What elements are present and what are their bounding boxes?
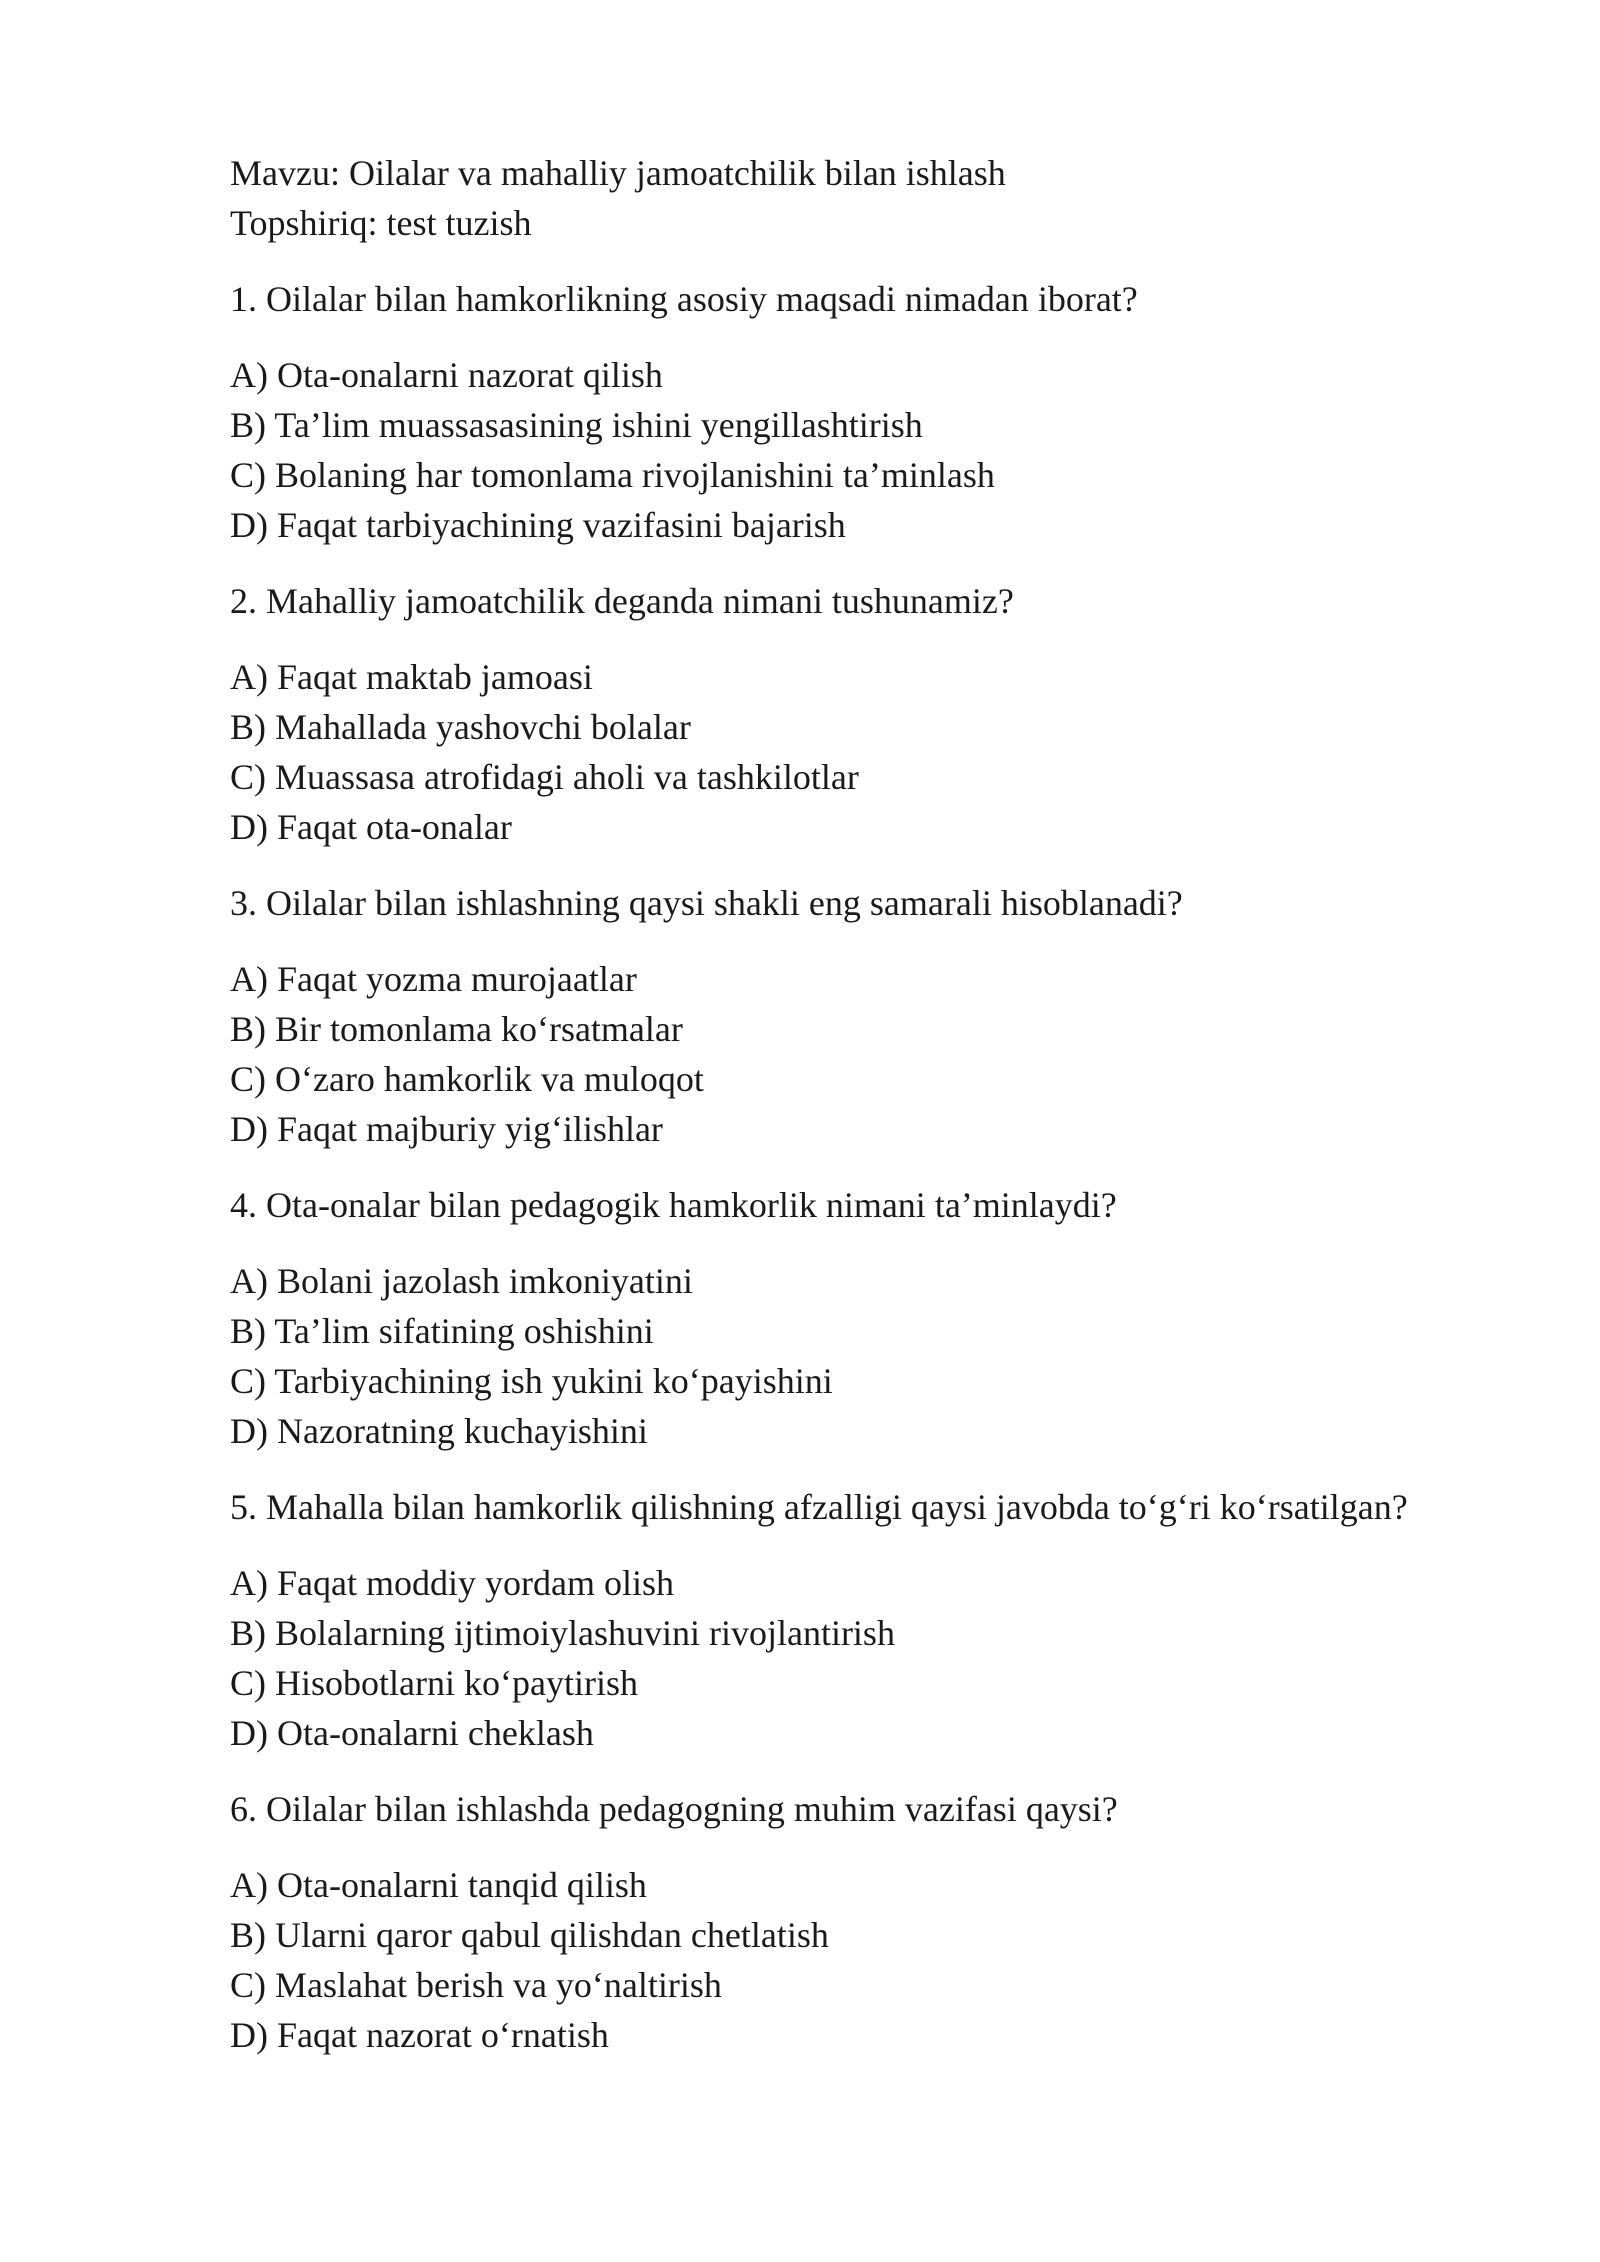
answer-option: C) Bolaning har tomonlama rivojlanishini ta’minlash: [230, 455, 995, 495]
answer-options: [230, 1256, 1530, 1456]
question-block-3: [230, 878, 1530, 1154]
task-line: Topshiriq: test tuzish: [230, 203, 532, 243]
answer-options: [230, 1558, 1530, 1758]
topic-line: Mavzu: Oilalar va mahalliy jamoatchilik bilan ishlash: [230, 153, 1006, 193]
answer-options: [230, 652, 1530, 852]
question-block-1: [230, 274, 1530, 550]
question-block-2: [230, 576, 1530, 852]
answer-option: D) Nazoratning kuchayishini: [230, 1411, 648, 1451]
answer-option: A) Faqat maktab jamoasi: [230, 657, 593, 697]
answer-option: B) Bolalarning ijtimoiylashuvini rivojlantirish: [230, 1613, 895, 1653]
question-text-3: 3. Oilalar bilan ishlashning qaysi shakli eng samarali hisoblanadi?: [230, 883, 1183, 923]
answer-option: B) Mahallada yashovchi bolalar: [230, 707, 691, 747]
question-text-2: 2. Mahalliy jamoatchilik deganda nimani tushunamiz?: [230, 581, 1014, 621]
document-header: [230, 148, 1530, 248]
question-block-5: [230, 1482, 1530, 1758]
answer-option: D) Faqat ota-onalar: [230, 807, 512, 847]
question-text-5: 5. Mahalla bilan hamkorlik qilishning afzalligi qaysi javobda to‘g‘ri ko‘rsatilgan?: [230, 1487, 1408, 1527]
question-text-1: 1. Oilalar bilan hamkorlikning asosiy maqsadi nimadan iborat?: [230, 279, 1138, 319]
answer-option: B) Ta’lim muassasasining ishini yengillashtirish: [230, 405, 923, 445]
answer-option: D) Faqat nazorat o‘rnatish: [230, 2015, 609, 2055]
question-list: [230, 274, 1530, 2060]
answer-option: B) Ta’lim sifatining oshishini: [230, 1311, 654, 1351]
answer-options: [230, 1860, 1530, 2060]
answer-option: A) Bolani jazolash imkoniyatini: [230, 1261, 693, 1301]
question-block-4: [230, 1180, 1530, 1456]
question-text-6: 6. Oilalar bilan ishlashda pedagogning muhim vazifasi qaysi?: [230, 1789, 1118, 1829]
answer-option: D) Faqat majburiy yig‘ilishlar: [230, 1109, 663, 1149]
answer-option: A) Ota-onalarni tanqid qilish: [230, 1865, 647, 1905]
question-block-6: [230, 1784, 1530, 2060]
answer-option: C) Muassasa atrofidagi aholi va tashkilotlar: [230, 757, 859, 797]
answer-option: B) Bir tomonlama ko‘rsatmalar: [230, 1009, 683, 1049]
answer-option: D) Faqat tarbiyachining vazifasini bajarish: [230, 505, 846, 545]
question-text-4: 4. Ota-onalar bilan pedagogik hamkorlik nimani ta’minlaydi?: [230, 1185, 1117, 1225]
answer-option: D) Ota-onalarni cheklash: [230, 1713, 594, 1753]
answer-options: [230, 350, 1530, 550]
answer-option: C) Maslahat berish va yo‘naltirish: [230, 1965, 722, 2005]
document-page: [230, 148, 1530, 2086]
answer-options: [230, 954, 1530, 1154]
answer-option: B) Ularni qaror qabul qilishdan chetlatish: [230, 1915, 829, 1955]
answer-option: C) Tarbiyachining ish yukini ko‘payishini: [230, 1361, 833, 1401]
answer-option: C) Hisobotlarni ko‘paytirish: [230, 1663, 638, 1703]
answer-option: A) Faqat yozma murojaatlar: [230, 959, 637, 999]
answer-option: A) Faqat moddiy yordam olish: [230, 1563, 674, 1603]
answer-option: A) Ota-onalarni nazorat qilish: [230, 355, 663, 395]
answer-option: C) O‘zaro hamkorlik va muloqot: [230, 1059, 704, 1099]
